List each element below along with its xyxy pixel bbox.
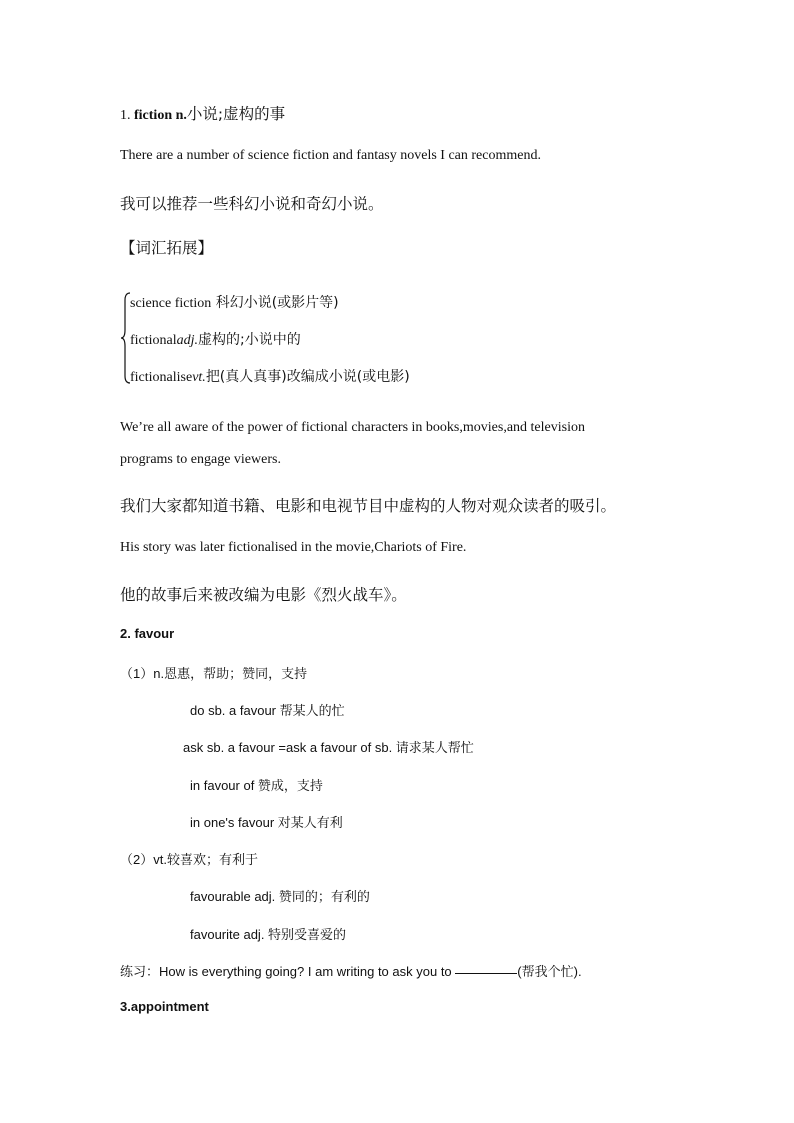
item1-title xyxy=(120,102,285,124)
item1-example-en: There are a number of science fiction and fantasy novels I can recommend. xyxy=(120,148,541,163)
item2-heading: 2. favour xyxy=(120,626,175,641)
item1-example2-en-line2: programs to engage viewers. xyxy=(120,452,281,467)
practice-line xyxy=(120,961,582,980)
vocab-extension-heading: 【词汇拓展】 xyxy=(120,239,214,257)
item1-pos: n. xyxy=(175,108,187,123)
phrase-item: favourable adj. 赞同的；有利的 xyxy=(190,889,370,904)
vocab-extension-list xyxy=(120,292,520,384)
phrase-item: ask sb. a favour =ask a favour of sb. 请求某人帮忙 xyxy=(183,740,474,755)
item1-example2-zh: 我们大家都知道书籍、电影和电视节目中虚构的人物对观众读者的吸引。 xyxy=(120,497,617,515)
vocab-extension-item: science fiction 科幻小说(或影片等) xyxy=(130,295,339,311)
practice-label: 练习： xyxy=(120,964,160,979)
practice-hint: (帮我个忙). xyxy=(517,964,582,979)
item3-heading: 3.appointment xyxy=(120,999,209,1014)
phrase-item: in one's favour 对某人有利 xyxy=(190,815,343,830)
answer-blank[interactable] xyxy=(455,973,517,974)
vocab-extension-item: fictionalisevt.把(真人真事)改编成小说(或电影) xyxy=(130,369,410,385)
item1-number: 1. xyxy=(120,108,131,123)
item1-word: fiction xyxy=(134,108,173,123)
item1-example2-en-line1: We’re all aware of the power of fictional characters in books,movies,and television xyxy=(120,420,585,435)
phrase-item: favourite adj. 特别受喜爱的 xyxy=(190,927,347,942)
practice-text: How is everything going? I am writing to ask you to xyxy=(159,964,456,979)
phrase-item: do sb. a favour 帮某人的忙 xyxy=(190,703,345,718)
item1-example3-zh: 他的故事后来被改编为电影《烈火战车》。 xyxy=(120,586,407,604)
item1-example-zh: 我可以推荐一些科幻小说和奇幻小说。 xyxy=(120,195,384,213)
phrase-item: in favour of 赞成，支持 xyxy=(190,778,323,793)
item1-example3-en: His story was later fictionalised in the movie,Chariots of Fire. xyxy=(120,540,467,555)
item1-meaning: 小说;虚构的事 xyxy=(186,105,286,123)
item2-sense2: （2）vt.较喜欢；有利于 xyxy=(120,852,258,867)
vocab-extension-item: fictionaladj.虚构的;小说中的 xyxy=(130,332,301,348)
item2-sense1: （1）n.恩惠，帮助；赞同，支持 xyxy=(120,666,308,681)
